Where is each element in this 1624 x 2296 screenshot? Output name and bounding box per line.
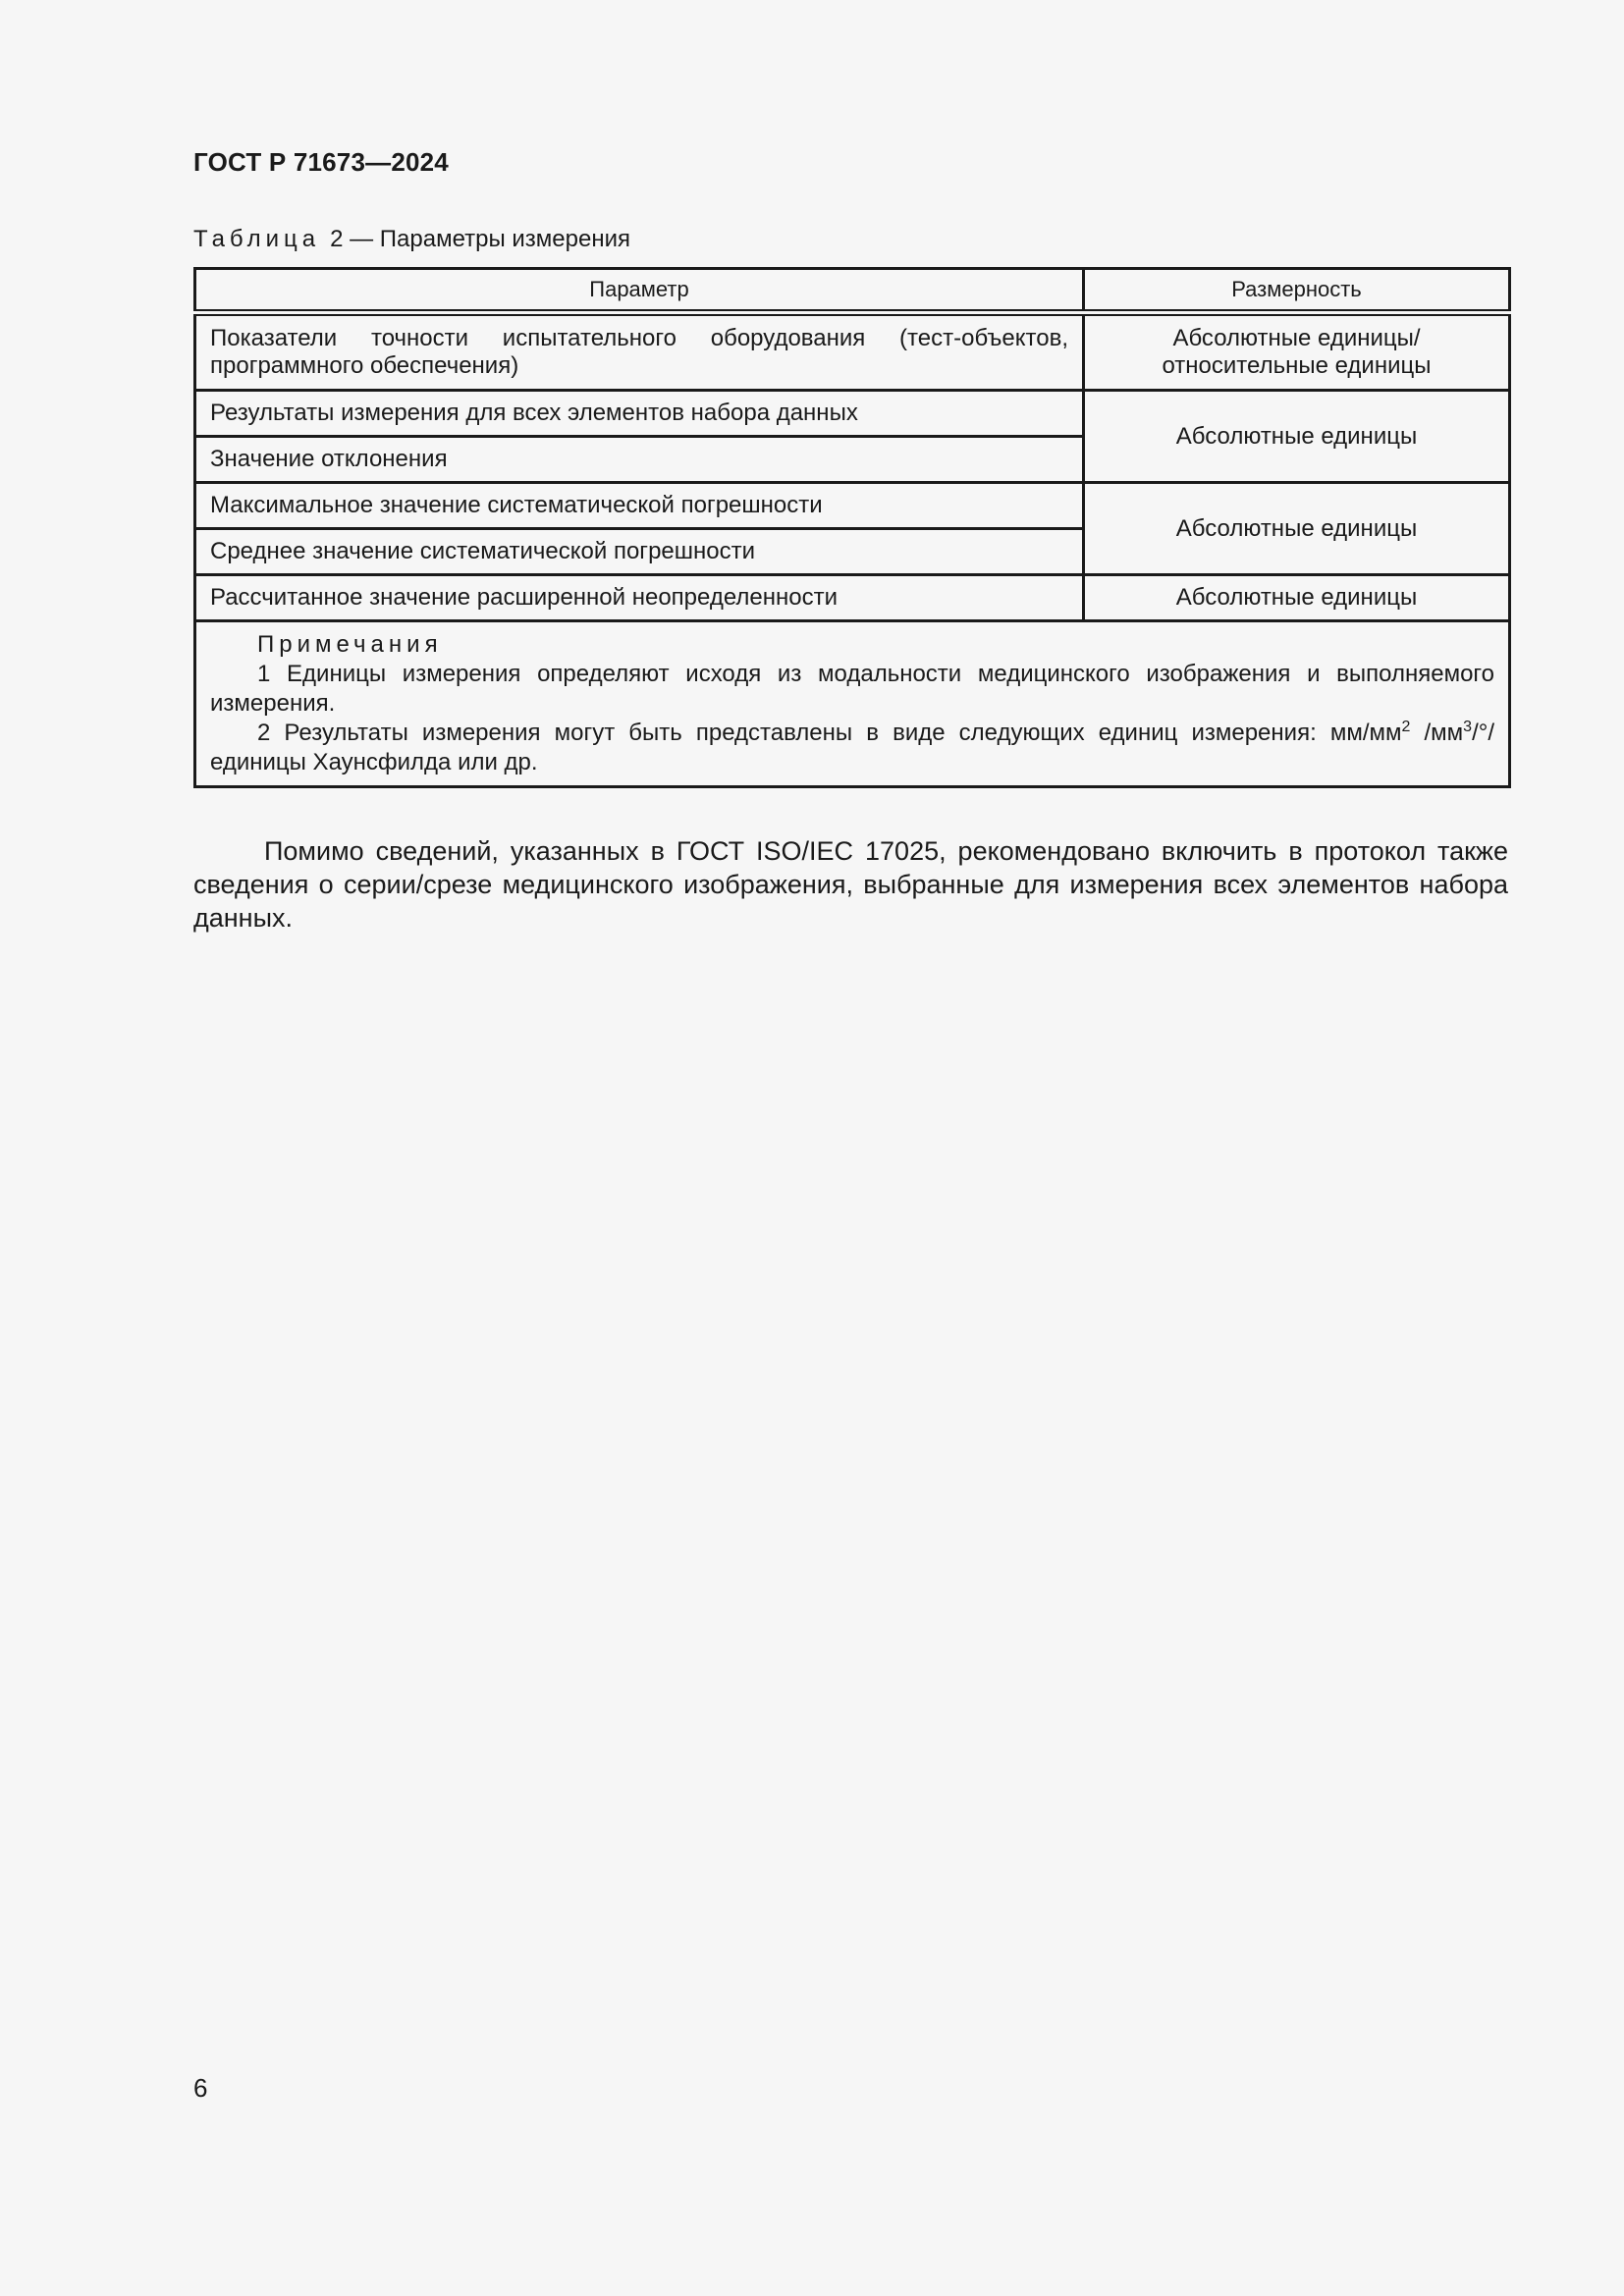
document-code: ГОСТ Р 71673—2024 [193, 147, 449, 177]
note-2-text-a: 2 Результаты измерения могут быть представлены в виде следующих единиц измерения: мм/мм [257, 720, 1402, 746]
table-row [195, 575, 1510, 621]
note-2-text-c: /°/единицы Хаунсфилда или др. [210, 720, 1495, 775]
unit-line: Абсолютные единицы/ [1172, 325, 1421, 351]
parameter-cell: Результаты измерения для всех элементов набора данных [195, 391, 1084, 437]
unit-line: относительные единицы [1162, 352, 1432, 379]
table-caption-label: Таблица [193, 226, 321, 252]
unit-cell: Абсолютные единицы [1084, 391, 1510, 483]
note-2-superscript-1: 2 [1401, 719, 1411, 735]
notes-row [195, 621, 1510, 787]
parameter-cell: Рассчитанное значение расширенной неопределенности [195, 575, 1084, 621]
note-1: 1 Единицы измерения определяют исходя из модальности медицинского изображения и выполняемого измерения. [210, 661, 1494, 717]
parameter-cell: Среднее значение систематической погрешности [195, 529, 1084, 575]
table-row [195, 313, 1510, 391]
column-header-unit: Размерность [1084, 269, 1510, 313]
note-2 [210, 719, 1494, 777]
table-row [195, 483, 1510, 529]
page-number: 6 [193, 2073, 208, 2103]
parameter-cell: Показатели точности испытательного оборудования (тест-объектов, программного обеспечения) [195, 313, 1084, 391]
table-caption-text: 2 — Параметры измерения [330, 226, 631, 252]
unit-cell [1084, 313, 1510, 391]
column-header-parameter: Параметр [195, 269, 1084, 313]
unit-cell: Абсолютные единицы [1084, 483, 1510, 575]
body-paragraph: Помимо сведений, указанных в ГОСТ ISO/IEC 17025, рекомендовано включить в протокол также сведения о серии/срезе медицинского изображения, выбранные для измерения всех элементов набора данных. [193, 836, 1508, 933]
note-2-superscript-2: 3 [1463, 719, 1473, 735]
notes-cell [195, 621, 1510, 787]
notes-title: Примечания [257, 631, 443, 658]
unit-cell: Абсолютные единицы [1084, 575, 1510, 621]
parameter-cell: Значение отклонения [195, 437, 1084, 483]
table-row [195, 391, 1510, 437]
table-caption [193, 226, 630, 253]
parameters-table [193, 267, 1511, 788]
table-header-row [195, 269, 1510, 313]
parameter-cell: Максимальное значение систематической погрешности [195, 483, 1084, 529]
note-2-text-b: /мм [1410, 720, 1464, 746]
